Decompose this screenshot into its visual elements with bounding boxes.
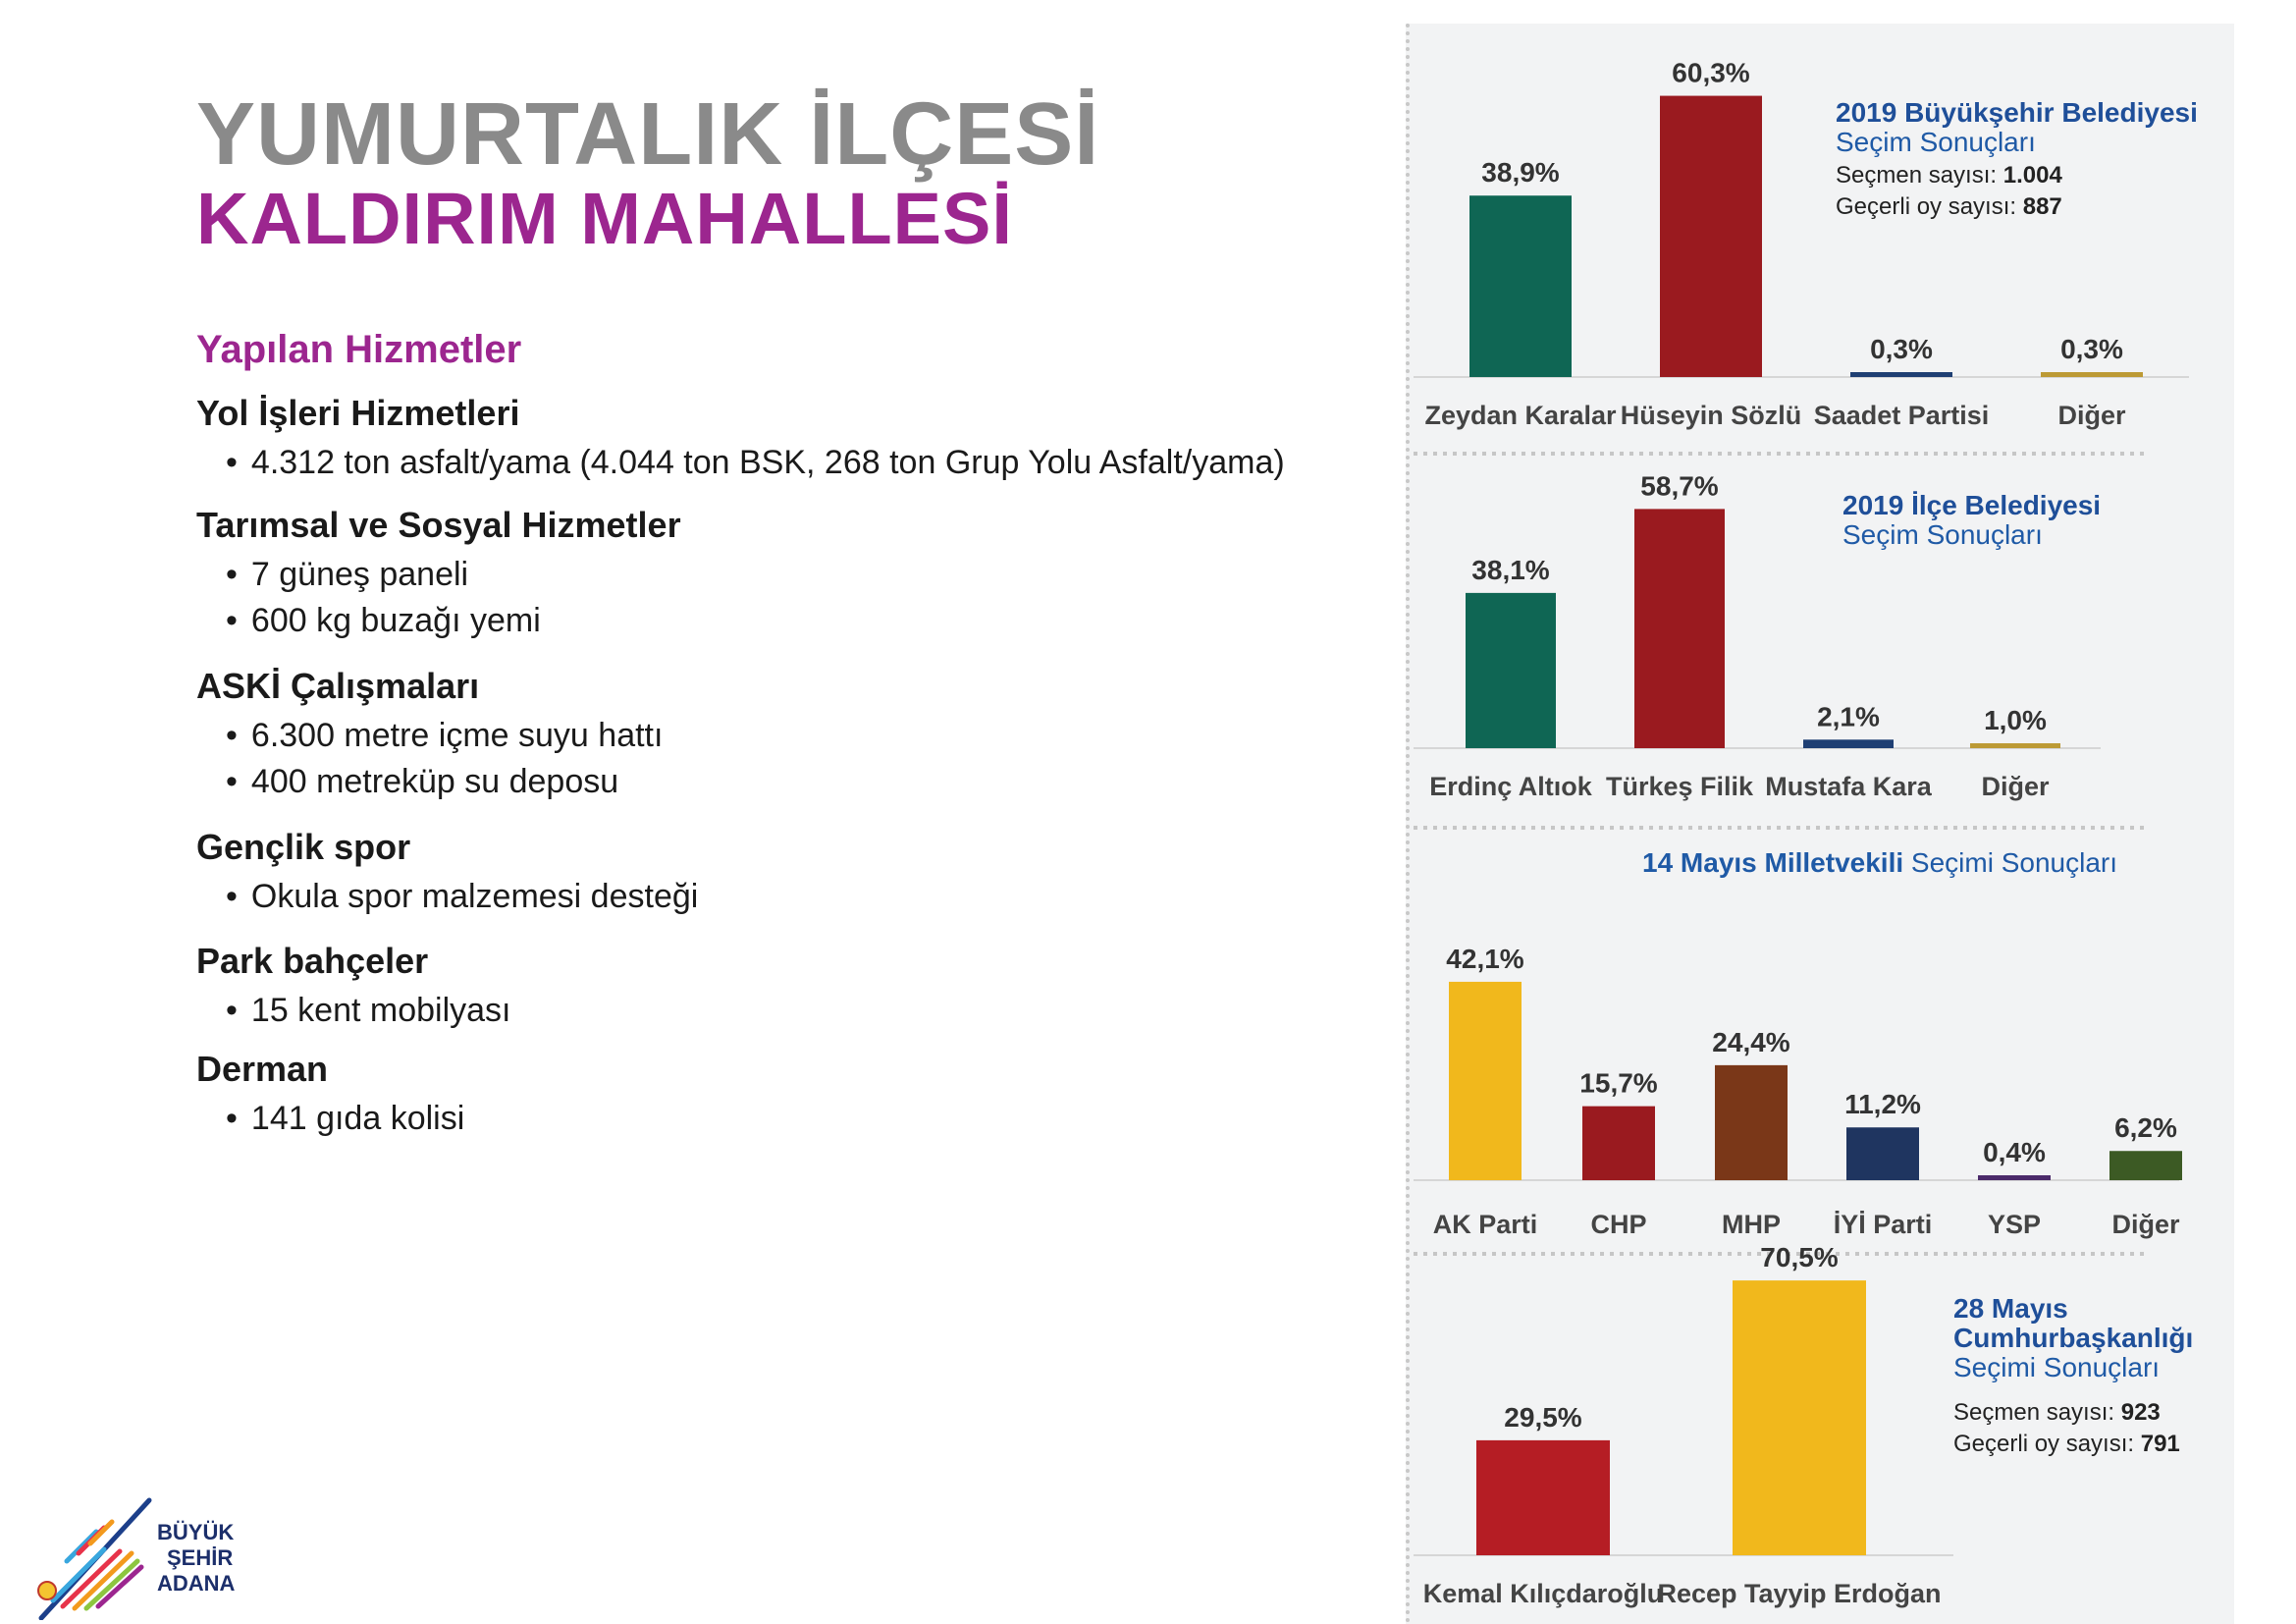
chart-0-bar bbox=[1469, 195, 1572, 377]
chart-1-category-label: Diğer bbox=[1981, 772, 2050, 801]
chart-3-category-label: Kemal Kılıçdaroğlu bbox=[1422, 1579, 1664, 1608]
chart-1-title-line: Seçim Sonuçları bbox=[1842, 519, 2043, 550]
chart-0-value-label: 0,3% bbox=[1870, 334, 1933, 364]
chart-2-bar bbox=[1715, 1065, 1788, 1180]
chart-2-value-label: 0,4% bbox=[1983, 1137, 2046, 1167]
chart-1-category-label: Türkeş Filik bbox=[1605, 772, 1754, 801]
service-group-title: Park bahçeler bbox=[196, 941, 429, 981]
page-title-line1: YUMURTALIK İLÇESİ bbox=[196, 85, 1100, 184]
chart-2-bar bbox=[2109, 1151, 2182, 1180]
chart-2-category-label: MHP bbox=[1722, 1210, 1781, 1239]
chart-2-value-label: 15,7% bbox=[1579, 1067, 1658, 1099]
chart-1-title-line: 2019 İlçe Belediyesi bbox=[1842, 490, 2102, 520]
chart-0-info: Geçerli oy sayısı: 887 bbox=[1836, 193, 2062, 220]
chart-1-value-label: 1,0% bbox=[1984, 705, 2047, 735]
service-item: • 4.312 ton asfalt/yama (4.044 ton BSK, 268 ton Grup Yolu Asfalt/yama) bbox=[196, 440, 1285, 486]
chart-2-category-label: Diğer bbox=[2111, 1210, 2180, 1239]
chart-3-info: Geçerli oy sayısı: 791 bbox=[1953, 1431, 2180, 1457]
chart-3-bar bbox=[1733, 1280, 1866, 1555]
page-title-line2: KALDIRIM MAHALLESİ bbox=[196, 178, 1013, 259]
chart-0-category-label: Zeydan Karalar bbox=[1424, 401, 1617, 430]
chart-3-category-label: Recep Tayyip Erdoğan bbox=[1657, 1579, 1942, 1608]
chart-2-value-label: 6,2% bbox=[2114, 1112, 2177, 1144]
chart-2-title: 14 Mayıs Milletvekili Seçimi Sonuçları bbox=[1642, 847, 2118, 878]
service-group-title: Tarımsal ve Sosyal Hizmetler bbox=[196, 505, 681, 545]
chart-0-value-label: 0,3% bbox=[2060, 334, 2123, 364]
service-item: • Okula spor malzemesi desteği bbox=[196, 874, 698, 920]
chart-0-value-label: 60,3% bbox=[1672, 57, 1750, 88]
chart-0-title-line: Seçim Sonuçları bbox=[1836, 127, 2036, 157]
buyuksehir-adana-logo bbox=[33, 1492, 259, 1620]
chart-3-title-line: Cumhurbaşkanlığı bbox=[1953, 1323, 2194, 1353]
chart-0-category-label: Diğer bbox=[2057, 401, 2126, 430]
chart-2-value-label: 42,1% bbox=[1446, 943, 1524, 974]
logo-emblem-icon bbox=[38, 1582, 56, 1599]
chart-0-value-label: 38,9% bbox=[1481, 157, 1560, 189]
service-item: • 600 kg buzağı yemi bbox=[196, 598, 681, 644]
chart-2-category-label: İYİ Parti bbox=[1833, 1210, 1933, 1239]
chart-1-bar bbox=[1634, 509, 1725, 748]
chart-3-value-label: 70,5% bbox=[1760, 1242, 1839, 1273]
service-group-title: Gençlik spor bbox=[196, 827, 411, 867]
chart-2-category-label: CHP bbox=[1590, 1210, 1647, 1239]
chart-3-title-line: 28 Mayıs bbox=[1953, 1293, 2068, 1324]
chart-2-category-label: YSP bbox=[1987, 1210, 2042, 1239]
chart-0-category-label: Saadet Partisi bbox=[1813, 401, 1990, 430]
chart-1-bar bbox=[1970, 743, 2060, 748]
chart-1-value-label: 2,1% bbox=[1817, 701, 1880, 732]
service-item: • 141 gıda kolisi bbox=[196, 1096, 464, 1142]
logo-stripes-icon bbox=[41, 1500, 149, 1618]
chart-2-bar bbox=[1978, 1175, 2051, 1180]
chart-2-value-label: 11,2% bbox=[1844, 1089, 1921, 1120]
service-item: • 15 kent mobilyası bbox=[196, 988, 511, 1034]
chart-0-category-label: Hüseyin Sözlü bbox=[1620, 401, 1802, 430]
chart-1-category-label: Mustafa Kara bbox=[1765, 772, 1932, 801]
chart-1-category-label: Erdinç Altıok bbox=[1429, 772, 1592, 801]
logo-line3: ADANA bbox=[157, 1571, 236, 1596]
chart-3-title-line: Seçimi Sonuçları bbox=[1953, 1352, 2161, 1382]
chart-1-bar bbox=[1803, 739, 1894, 748]
chart-0-bar bbox=[1660, 96, 1762, 377]
chart-1-bar bbox=[1466, 593, 1556, 748]
chart-3-bar bbox=[1476, 1440, 1610, 1555]
chart-2-category-label: AK Parti bbox=[1432, 1210, 1538, 1239]
service-item: • 400 metreküp su deposu bbox=[196, 759, 663, 805]
chart-2-bar bbox=[1449, 982, 1522, 1180]
service-group-title: ASKİ Çalışmaları bbox=[196, 666, 480, 706]
chart-1-value-label: 38,1% bbox=[1471, 554, 1550, 585]
services-heading: Yapılan Hizmetler bbox=[196, 328, 522, 371]
chart-2-bar bbox=[1846, 1127, 1919, 1180]
logo-line2: ŞEHİR bbox=[167, 1545, 234, 1570]
logo-line1: BÜYÜK bbox=[157, 1520, 235, 1544]
chart-3-value-label: 29,5% bbox=[1504, 1401, 1582, 1433]
chart-1-value-label: 58,7% bbox=[1640, 470, 1719, 502]
service-group-title: Yol İşleri Hizmetleri bbox=[196, 393, 520, 433]
chart-0-title-line: 2019 Büyükşehir Belediyesi bbox=[1836, 97, 2198, 128]
chart-2-bar bbox=[1582, 1107, 1655, 1180]
service-item: • 7 güneş paneli bbox=[196, 552, 681, 598]
service-group-title: Derman bbox=[196, 1049, 329, 1089]
chart-0-info: Seçmen sayısı: 1.004 bbox=[1836, 162, 2062, 189]
chart-0-bar bbox=[2041, 372, 2143, 377]
service-item: • 6.300 metre içme suyu hattı bbox=[196, 713, 663, 759]
chart-3-info: Seçmen sayısı: 923 bbox=[1953, 1399, 2161, 1426]
chart-0-bar bbox=[1850, 372, 1952, 377]
chart-2-value-label: 24,4% bbox=[1712, 1026, 1790, 1057]
